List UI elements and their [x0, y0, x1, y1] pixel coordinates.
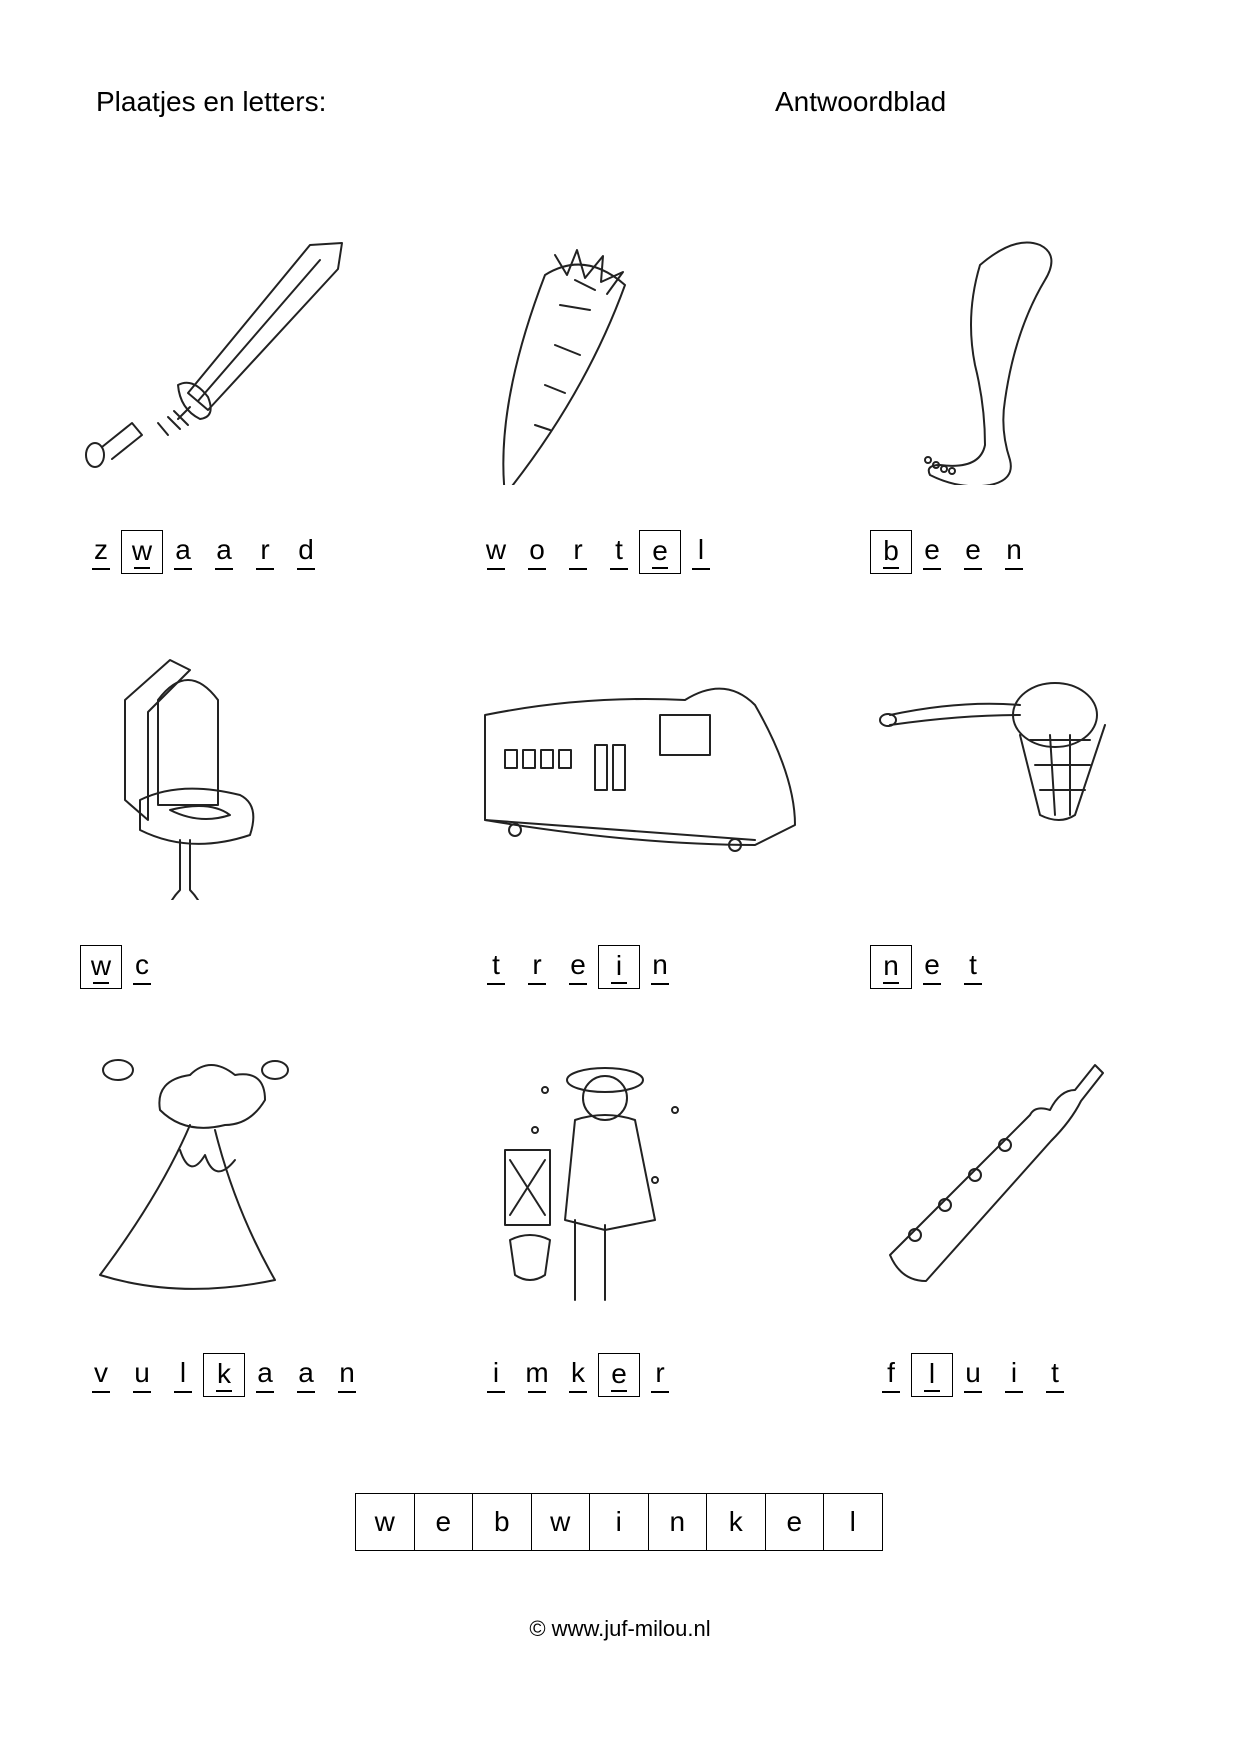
- letter-slot: [911, 530, 953, 574]
- letter: d: [298, 534, 314, 565]
- letter-underline: [569, 1391, 587, 1393]
- letter-underline: [134, 567, 150, 569]
- letter: u: [965, 1357, 981, 1388]
- letter-underline: [338, 1391, 356, 1393]
- letter-slot: [516, 530, 558, 574]
- letter: m: [525, 1357, 549, 1388]
- letter-underline: [923, 568, 941, 570]
- letter: a: [175, 534, 191, 565]
- letter-underline: [487, 568, 505, 570]
- letter-slot: [557, 1353, 599, 1397]
- letter-underline: [528, 1391, 546, 1393]
- letter-underline: [1046, 1391, 1064, 1393]
- letter-slot: [952, 1353, 994, 1397]
- letter: w: [131, 535, 153, 566]
- letter: r: [655, 1357, 665, 1388]
- letter-underline: [256, 568, 274, 570]
- answer-letter-box: b: [473, 1493, 532, 1551]
- letter-slot: [993, 530, 1035, 574]
- letter-underline: [297, 1391, 315, 1393]
- letter-underline: [923, 983, 941, 985]
- letter-underline: [92, 568, 110, 570]
- letter-underline: [569, 983, 587, 985]
- letter-underline: [1005, 1391, 1023, 1393]
- answer-letter-box: e: [766, 1493, 825, 1551]
- exercise-item-flute: [870, 1050, 1210, 1430]
- letter: t: [1051, 1357, 1059, 1388]
- highlighted-letter-box: [911, 1353, 953, 1397]
- exercise-item-toilet: [80, 640, 420, 1020]
- answer-letter-box: i: [590, 1493, 649, 1551]
- letter-underline: [487, 983, 505, 985]
- exercise-item-beekeeper: [475, 1050, 815, 1430]
- toilet-icon: [80, 640, 420, 900]
- sword-icon: [80, 225, 420, 485]
- train-icon: [475, 640, 815, 900]
- flute-icon: [870, 1050, 1210, 1310]
- letter: n: [883, 950, 899, 981]
- letter-underline: [215, 568, 233, 570]
- letter: u: [134, 1357, 150, 1388]
- letter-slot: [516, 945, 558, 989]
- letter: e: [924, 949, 940, 980]
- letter-underline: [297, 568, 315, 570]
- letter-underline: [487, 1391, 505, 1393]
- letter: a: [298, 1357, 314, 1388]
- beekeeper-icon: [475, 1050, 815, 1310]
- letter-underline: [528, 983, 546, 985]
- letter-underline: [1005, 568, 1023, 570]
- exercise-item-volcano: [80, 1050, 420, 1430]
- letter-underline: [964, 568, 982, 570]
- letter-slot: [80, 1353, 122, 1397]
- letter: w: [485, 534, 507, 565]
- letter-slot: [557, 945, 599, 989]
- copyright-footer: © www.juf-milou.nl: [529, 1616, 711, 1641]
- leg-icon: [870, 225, 1210, 485]
- letter-slot: [80, 530, 122, 574]
- letter: r: [260, 534, 270, 565]
- highlighted-letter-box: [639, 530, 681, 574]
- letter: w: [90, 950, 112, 981]
- letter: r: [573, 534, 583, 565]
- letter: e: [652, 535, 668, 566]
- highlighted-letter-box: [598, 1353, 640, 1397]
- letter-underline: [216, 1390, 232, 1392]
- letter-underline: [883, 567, 899, 569]
- highlighted-letter-box: [80, 945, 122, 989]
- letter: k: [571, 1357, 585, 1388]
- letter: t: [615, 534, 623, 565]
- letter-underline: [569, 568, 587, 570]
- letter-slot: [952, 945, 994, 989]
- letter-underline: [93, 982, 109, 984]
- net-icon: [870, 640, 1210, 900]
- letter-underline: [651, 1391, 669, 1393]
- letter: v: [94, 1357, 108, 1388]
- letter-underline: [174, 1391, 192, 1393]
- letter-underline: [611, 1390, 627, 1392]
- letter: t: [492, 949, 500, 980]
- letter-slot: [475, 945, 517, 989]
- letter-underline: [964, 1391, 982, 1393]
- letter-slot: [557, 530, 599, 574]
- letter-slot: [121, 945, 163, 989]
- letter-underline: [692, 568, 710, 570]
- letter-slot: [993, 1353, 1035, 1397]
- letter-slot: [285, 1353, 327, 1397]
- highlighted-letter-box: [203, 1353, 245, 1397]
- letter: z: [94, 534, 108, 565]
- letter-underline: [133, 1391, 151, 1393]
- letter-slot: [326, 1353, 368, 1397]
- letter-underline: [651, 983, 669, 985]
- letter: n: [652, 949, 668, 980]
- highlighted-letter-box: [870, 945, 912, 989]
- answer-letter-box: w: [532, 1493, 591, 1551]
- letter-slot: [870, 1353, 912, 1397]
- letter-slot: [952, 530, 994, 574]
- letter-slot: [285, 530, 327, 574]
- letter: i: [1010, 1357, 1018, 1388]
- letter: n: [339, 1357, 355, 1388]
- letter-underline: [174, 568, 192, 570]
- volcano-icon: [80, 1050, 420, 1310]
- letter-slot: [516, 1353, 558, 1397]
- answer-letter-box: k: [707, 1493, 766, 1551]
- letter-slot: [244, 530, 286, 574]
- letter: a: [216, 534, 232, 565]
- carrot-icon: [475, 225, 815, 485]
- letter-slot: [639, 945, 681, 989]
- letter-underline: [882, 1391, 900, 1393]
- letter: o: [529, 534, 545, 565]
- letter-slot: [475, 530, 517, 574]
- exercise-item-leg: [870, 225, 1210, 605]
- exercise-item-carrot: [475, 225, 815, 605]
- answer-letter-box: l: [824, 1493, 883, 1551]
- letter: i: [492, 1357, 500, 1388]
- letter: l: [697, 534, 705, 565]
- letter: r: [532, 949, 542, 980]
- letter-slot: [475, 1353, 517, 1397]
- letter-underline: [883, 982, 899, 984]
- letter: i: [615, 950, 623, 981]
- letter-slot: [680, 530, 722, 574]
- letter: t: [969, 949, 977, 980]
- answer-letter-box: n: [649, 1493, 708, 1551]
- letter-slot: [162, 1353, 204, 1397]
- letter: n: [1006, 534, 1022, 565]
- letter-slot: [121, 1353, 163, 1397]
- exercise-item-net: [870, 640, 1210, 1020]
- letter: l: [179, 1357, 187, 1388]
- letter: b: [883, 535, 899, 566]
- letter-slot: [203, 530, 245, 574]
- letter: e: [924, 534, 940, 565]
- letter-slot: [639, 1353, 681, 1397]
- letter: e: [965, 534, 981, 565]
- letter: e: [611, 1358, 627, 1389]
- letter-underline: [610, 568, 628, 570]
- letter-underline: [92, 1391, 110, 1393]
- answer-word-grid: [355, 1493, 883, 1551]
- letter: c: [135, 949, 149, 980]
- letter-underline: [652, 567, 668, 569]
- exercise-item-train: [475, 640, 815, 1020]
- letter: a: [257, 1357, 273, 1388]
- highlighted-letter-box: [121, 530, 163, 574]
- letter-underline: [924, 1390, 940, 1392]
- page-title: Plaatjes en letters:: [96, 86, 327, 117]
- letter-slot: [244, 1353, 286, 1397]
- letter-slot: [911, 945, 953, 989]
- letter: l: [928, 1358, 936, 1389]
- answer-sheet-label: Antwoordblad: [775, 86, 947, 117]
- letter-underline: [133, 983, 151, 985]
- letter-underline: [528, 568, 546, 570]
- letter-slot: [162, 530, 204, 574]
- letter: e: [570, 949, 586, 980]
- letter-underline: [964, 983, 982, 985]
- highlighted-letter-box: [870, 530, 912, 574]
- letter-underline: [256, 1391, 274, 1393]
- letter-underline: [611, 982, 627, 984]
- answer-letter-box: e: [415, 1493, 474, 1551]
- letter: k: [217, 1358, 231, 1389]
- letter: f: [887, 1357, 895, 1388]
- answer-letter-box: w: [356, 1493, 415, 1551]
- exercise-item-sword: [80, 225, 420, 605]
- letter-slot: [1034, 1353, 1076, 1397]
- highlighted-letter-box: [598, 945, 640, 989]
- letter-slot: [598, 530, 640, 574]
